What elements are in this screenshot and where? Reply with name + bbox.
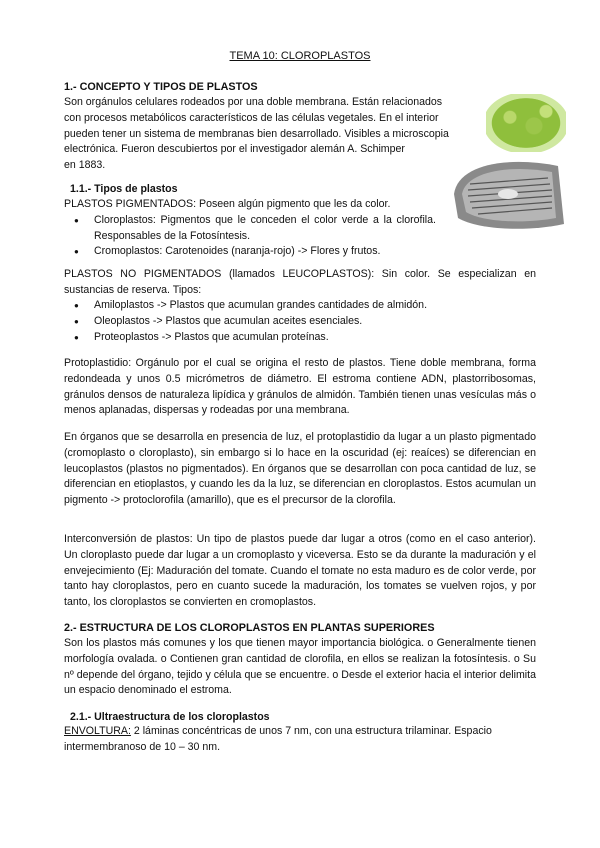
pigmented-intro: PLASTOS PIGMENTADOS: Poseen algún pigmento que les da color. bbox=[64, 198, 391, 210]
non-pigmented-list bbox=[64, 298, 536, 345]
envoltura-text: 2 láminas concéntricas de unos 7 nm, con una estructura trilaminar. Espacio intermembranoso de 10 – 30 nm. bbox=[64, 725, 492, 753]
document-title: TEMA 10: CLOROPLASTOS bbox=[229, 50, 371, 62]
section-1-paragraph bbox=[64, 95, 484, 174]
text-line: con procesos metabólicos característicos de las células vegetales. En el interior bbox=[64, 111, 439, 124]
list-item: ● Cromoplastos: Carotenoides (naranja-rojo) -> Flores y frutos. bbox=[64, 244, 436, 260]
section-2-heading: 2.- ESTRUCTURA DE LOS CLOROPLASTOS EN PLANTAS SUPERIORES bbox=[64, 622, 435, 634]
section-1-1-heading: 1.1.- Tipos de plastos bbox=[70, 183, 178, 195]
text-line: electrónica. Fueron descubiertos por el investigador alemán A. Schimper bbox=[64, 143, 405, 156]
list-item: ● Cloroplastos: Pigmentos que le conceden el color verde a la clorofila. Responsables de la Fotosíntesis. bbox=[64, 213, 436, 245]
text-line: Son orgánulos celulares rodeados por una doble membrana. Están relacionados bbox=[64, 96, 443, 108]
protoplastidio-paragraph: Protoplastidio: Orgánulo por el cual se origina el resto de plastos. Tiene doble membrana, forma redondeada y unos 0.5 micrómetros de diámetro. El estroma contiene ADN, plastorribosomas, gránulos densos de naturaleza lipídica y gránulos de almidón. También tienen unas vesículas más o menos aplanadas, dispersas y rodeadas por una membrana. bbox=[64, 357, 536, 417]
text-line: pueden tener un sistema de membranas bien desarrollado. Visibles a microscopia bbox=[64, 127, 449, 140]
interconversion-paragraph: Interconversión de plastos: Un tipo de plastos puede dar lugar a otros (como en el caso anterior). Un cloroplasto puede dar lugar a un cromoplasto y viceversa. Esto se da durante la maduración y el envejecimiento (Ej: Maduración del tomate. Cuando el tomate no esta maduro es de color verde, por tanto hay cloroplastos, pero en cuanto sucede la maduración, los tomates se vuelven rojos, y por tanto, los cloroplastos se convierten en cromoplastos. bbox=[64, 533, 536, 609]
chloroplast-micrograph-green-image bbox=[486, 94, 566, 152]
text-line: en 1883. bbox=[64, 159, 106, 172]
list-item: ● Oleoplastos -> Plastos que acumulan aceites esenciales. bbox=[64, 314, 536, 330]
non-pigmented-list-block bbox=[64, 298, 536, 345]
section-2-1-heading: 2.1.- Ultraestructura de los cloroplastos bbox=[70, 711, 270, 723]
pigmented-list bbox=[64, 213, 436, 260]
organos-paragraph: En órganos que se desarrolla en presencia de luz, el protoplastidio da lugar a un plasto pigmentado (cromoplasto o cloroplasto), sin embargo si lo hace en la oscuridad (ej: reaíces) se diferencian en leucoplastos (plastos no pigmentados). En órganos que se desarrollan con poca cantidad de luz, se diferencian en etioplastos, y cuando les da la luz, se diferencian en cloroplastos. Estos acumulan un pigmento -> protoclorofila (amarillo), que es el precursor de la clorofila. bbox=[64, 431, 536, 507]
section-1-heading: 1.- CONCEPTO Y TIPOS DE PLASTOS bbox=[64, 81, 258, 93]
list-item: ● Amiloplastos -> Plastos que acumulan grandes cantidades de almidón. bbox=[64, 298, 536, 314]
non-pigmented-intro: PLASTOS NO PIGMENTADOS (llamados LEUCOPLASTOS): Sin color. Se especializan en sustancias de reserva. Tipos: bbox=[64, 268, 536, 296]
envoltura-label: ENVOLTURA: bbox=[64, 725, 131, 737]
pigmented-plastids-block bbox=[64, 197, 436, 260]
envoltura-paragraph bbox=[64, 724, 536, 756]
list-item: ● Proteoplastos -> Plastos que acumulan proteínas. bbox=[64, 330, 536, 346]
section-2-paragraph: Son los plastos más comunes y los que tienen mayor importancia biológica. o Generalmente tienen morfología ovalada. o Contienen gran cantidad de clorofila, en ellos se realizan la fotosíntesis. o Su nº depende del órgano, tejido y célula que se encuentre. o Desde el exterior hacia el interior delimita un espacio denominado el estroma. bbox=[64, 637, 536, 697]
